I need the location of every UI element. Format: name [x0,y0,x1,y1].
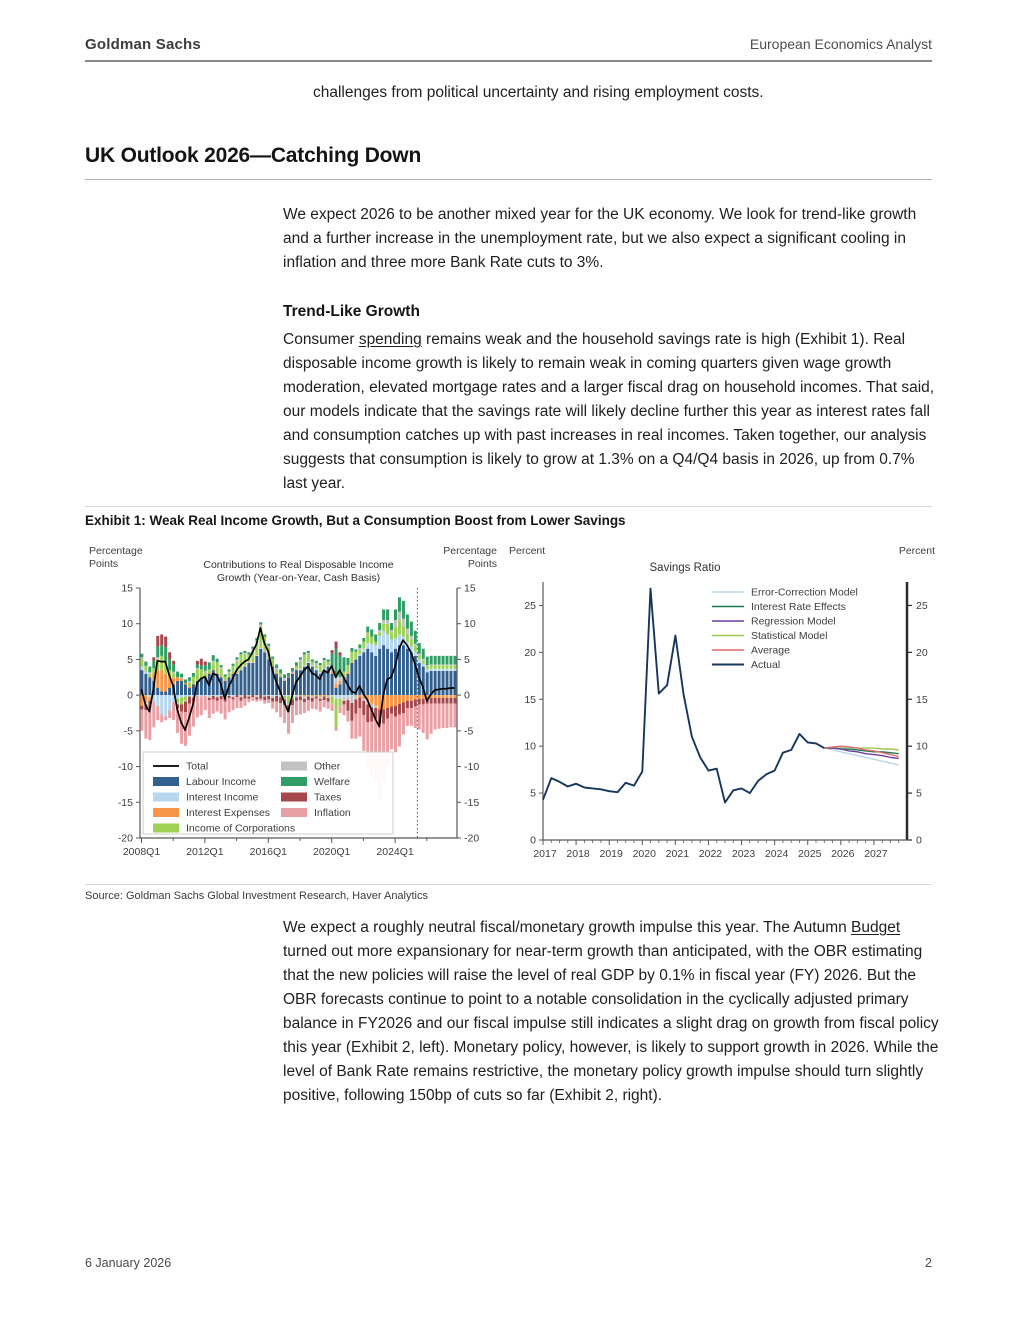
svg-text:Percent: Percent [509,545,546,557]
svg-text:5: 5 [916,787,922,800]
exhibit-rule-top [85,506,932,507]
svg-text:20: 20 [916,646,928,659]
svg-text:10: 10 [524,740,536,753]
svg-text:-15: -15 [117,796,133,809]
svg-text:Taxes: Taxes [314,791,342,804]
svg-text:2023: 2023 [731,848,756,860]
svg-text:2021: 2021 [665,848,690,860]
svg-text:Savings Ratio: Savings Ratio [649,562,721,574]
svg-text:Other: Other [314,760,341,773]
svg-text:5: 5 [127,653,133,666]
svg-text:25: 25 [916,599,928,612]
body-paragraph-2 [283,916,939,1108]
svg-text:2016Q1: 2016Q1 [249,846,287,858]
svg-text:0: 0 [916,834,922,847]
para1-pre: Consumer [283,331,359,348]
svg-text:-15: -15 [464,796,480,809]
svg-text:-10: -10 [464,761,480,774]
budget-link[interactable]: Budget [851,919,901,936]
svg-text:2017: 2017 [533,848,557,860]
savings-ratio-chart [507,540,937,880]
svg-text:Income of Corporations: Income of Corporations [186,822,296,835]
carryover-text: challenges from political uncertainty and rising employment costs. [313,84,764,101]
svg-text:2019: 2019 [599,848,623,860]
svg-text:Percentage: Percentage [443,545,497,557]
svg-text:-5: -5 [123,725,133,738]
svg-text:Interest Rate Effects: Interest Rate Effects [751,601,846,613]
svg-text:2020: 2020 [632,848,656,860]
svg-text:-5: -5 [464,725,474,738]
spending-link[interactable]: spending [358,331,422,348]
svg-text:Points: Points [467,558,497,570]
svg-text:Interest Expenses: Interest Expenses [186,807,271,819]
svg-text:Points: Points [89,558,119,570]
svg-text:2020Q1: 2020Q1 [313,846,351,858]
svg-text:5: 5 [530,787,536,800]
svg-text:Actual: Actual [751,659,781,671]
exhibit-title: Exhibit 1: Weak Real Income Growth, But a Consumption Boost from Lower Savings [85,513,626,528]
svg-text:Regression Model: Regression Model [751,615,836,628]
svg-text:2024: 2024 [764,848,789,860]
svg-text:0: 0 [127,689,133,702]
svg-text:15: 15 [121,582,133,595]
svg-text:0: 0 [464,689,470,702]
svg-text:Percentage: Percentage [89,545,143,557]
svg-text:-10: -10 [117,761,133,774]
subsection-heading: Trend-Like Growth [283,303,420,320]
svg-text:2022: 2022 [698,848,723,860]
svg-text:10: 10 [121,618,133,631]
svg-text:Percent: Percent [898,545,935,557]
svg-text:15: 15 [524,693,536,706]
svg-text:10: 10 [916,740,928,753]
svg-text:Average: Average [751,644,790,657]
page-header [85,36,932,53]
svg-text:5: 5 [464,653,470,666]
svg-text:Contributions to Real Disposab: Contributions to Real Disposable Income [203,559,394,571]
svg-text:Welfare: Welfare [314,776,350,788]
contributions-chart [85,540,501,880]
svg-text:25: 25 [524,599,536,612]
svg-text:-20: -20 [117,832,133,845]
svg-text:2026: 2026 [831,848,855,860]
svg-text:Interest Income: Interest Income [186,791,259,804]
svg-text:Total: Total [186,760,209,773]
contributions-legend [143,752,393,835]
para2-pre: We expect a roughly neutral fiscal/monetary growth impulse this year. The Autumn [283,919,852,936]
body-paragraph-1 [283,328,939,496]
publication-title: European Economics Analyst [749,36,932,52]
exhibit-charts [85,540,937,880]
svg-text:-20: -20 [464,832,480,845]
para1-post: remains weak and the household savings rate is high (Exhibit 1). Real disposable income growth is likely to remain weak in coming quarters given wage growth moderation, elevated mortgage rates and a larger fiscal drag on household incomes. That said, our models indicate that the savings rate will likely decline further this year as interest rates fall and consumption catches up with past increases in real incomes. Taken together, our analysis suggests that consumption is likely to grow at 1.3% on a Q4/Q4 basis in 2026, up from 0.7% last year. [283,331,935,492]
page-footer [85,1256,932,1270]
svg-text:2008Q1: 2008Q1 [122,846,161,858]
svg-text:15: 15 [464,582,476,595]
svg-text:2024Q1: 2024Q1 [376,846,414,858]
section-title: UK Outlook 2026—Catching Down [85,144,422,167]
exhibit-source: Source: Goldman Sachs Global Investment Research, Haver Analytics [85,890,428,902]
svg-text:Growth (Year-on-Year, Cash Bas: Growth (Year-on-Year, Cash Basis) [216,572,381,584]
svg-text:2012Q1: 2012Q1 [186,846,224,858]
title-rule [85,179,932,180]
svg-text:Statistical Model: Statistical Model [751,630,828,642]
svg-text:2018: 2018 [566,848,590,860]
svg-text:10: 10 [464,618,476,631]
svg-text:Error-Correction Model: Error-Correction Model [751,586,858,599]
brand-wordmark: Goldman Sachs [85,36,201,53]
header-rule [85,60,932,62]
para2-post: turned out more expansionary for near-term growth than anticipated, with the OBR estimating that the new policies will raise the level of real GDP by 0.1% in fiscal year (FY) 2026. But the OBR forecasts continue to point to a notable consolidation in the cyclically adjusted primary balance in FY2026 and our fiscal impulse still indicates a slight drag on growth from fiscal policy this year (Exhibit 2, left). Monetary policy, however, is likely to support growth in 2026. While the level of Bank Rate remains restrictive, the monetary policy growth impulse should turn slightly positive, following 150bp of cuts so far (Exhibit 2, right). [283,943,939,1104]
svg-text:Labour Income: Labour Income [186,776,257,788]
svg-text:15: 15 [916,693,928,706]
svg-text:0: 0 [530,834,536,847]
svg-text:2025: 2025 [798,848,822,860]
svg-text:20: 20 [524,646,536,659]
footer-page-number: 2 [925,1256,932,1270]
svg-text:Inflation: Inflation [314,807,351,819]
exhibit-rule-bottom [85,884,932,885]
lead-paragraph: We expect 2026 to be another mixed year for the UK economy. We look for trend-like growth and a further increase in the unemployment rate, but we also expect a significant cooling in inflation and three more Bank Rate cuts to 3%. [283,206,917,271]
svg-text:2027: 2027 [864,848,888,860]
footer-date: 6 January 2026 [85,1256,172,1270]
savings-legend [712,587,858,672]
